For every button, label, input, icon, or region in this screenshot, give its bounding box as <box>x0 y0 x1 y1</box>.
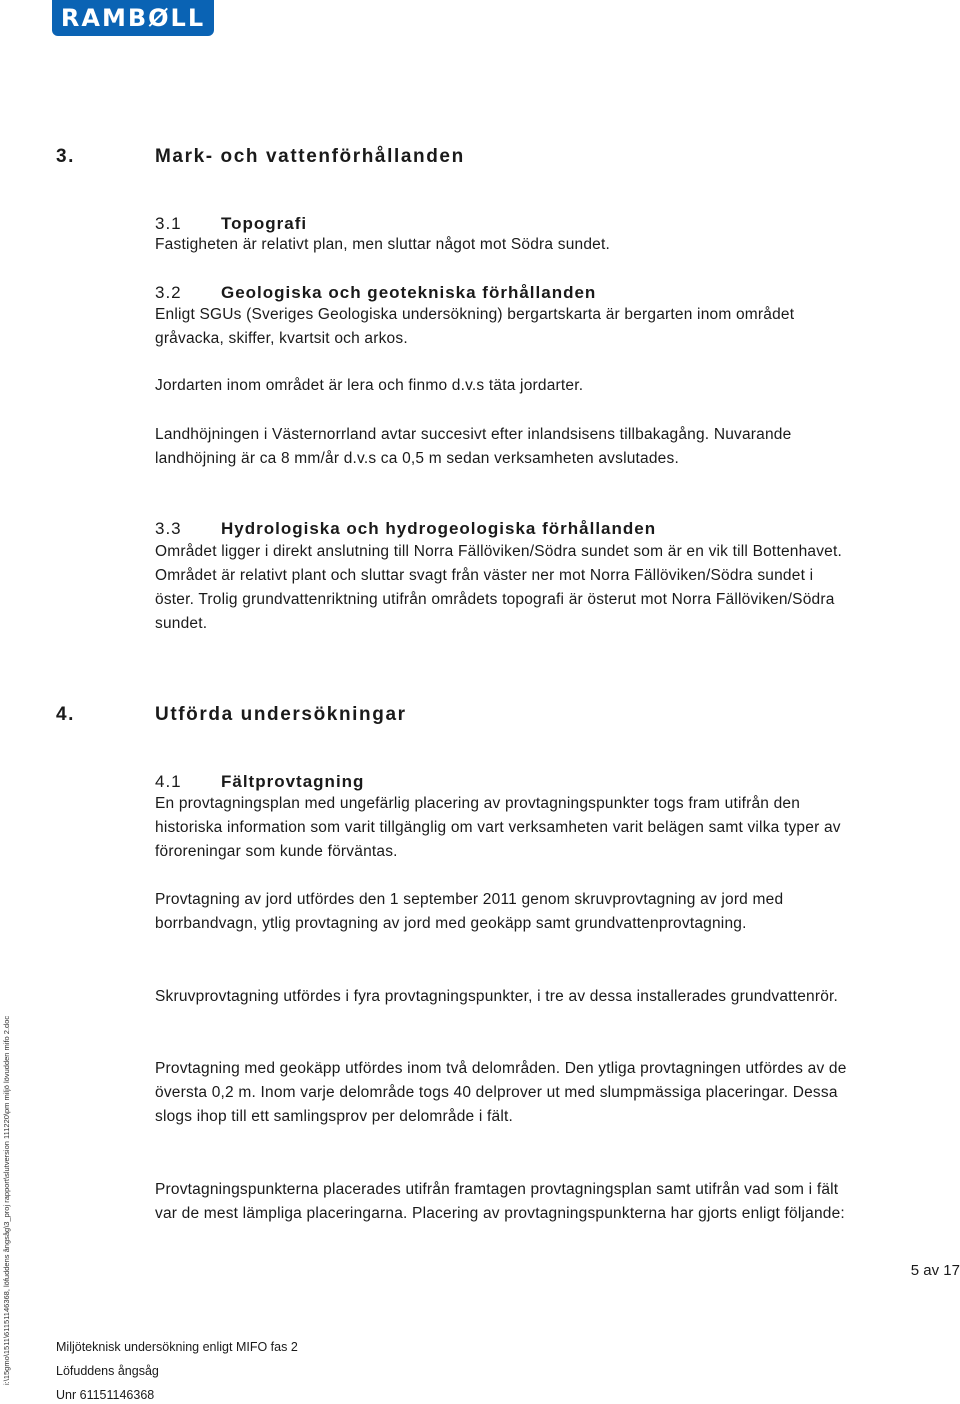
section-number: 3. <box>56 146 76 167</box>
page-number: 5 av 17 <box>910 1262 960 1279</box>
subsection-number: 3.1 <box>155 214 182 233</box>
paragraph: Provtagning med geokäpp utfördes inom två delområden. Den ytliga provtagningen utfördes av de översta 0,2 m. Inom varje delområde togs 40 delprover ut med slumpmässiga placeringar. Dessa slogs ihop till ett samlingsprov per delområde i fält. <box>155 1060 847 1125</box>
section-title: Mark- och vattenförhållanden <box>155 146 465 167</box>
document-path: i:\15gmo\1511\61151146368, löfuddens ångsåg\3_proj rapport\slutversion 111220\pm miljö lövudden mifo 2.doc <box>2 1015 11 1385</box>
paragraph: En provtagningsplan med ungefärlig placering av provtagningspunkter togs fram utifrån den historiska information som varit tillgänglig om vart verksamheten varit belägen samt vilka typer av föroreningar som kunde förväntas. <box>155 795 841 860</box>
footer-project-number: Unr 61151146368 <box>56 1388 155 1402</box>
paragraph: Området ligger i direkt anslutning till Norra Fällöviken/Södra sundet som är en vik till Bottenhavet. Området är relativt plant och sluttar svagt från väster ner mot Norra Fällöviken/Södra sundet i öster. Trolig grundvattenriktning utifrån områdets topografi är österut mot Norra Fällöviken/Södra sundet. <box>155 543 843 632</box>
subsection-number: 3.2 <box>155 283 182 302</box>
ramboll-logo: RAMBØLL <box>52 0 214 36</box>
paragraph: Provtagningspunkterna placerades utifrån framtagen provtagningsplan samt utifrån vad som i fält var de mest lämpliga placeringarna. Placering av provtagningspunkterna har gjorts enligt följande: <box>155 1181 845 1222</box>
paragraph: Provtagning av jord utfördes den 1 september 2011 genom skruvprovtagning av jord med borrbandvagn, ytlig provtagning av jord med geokäpp samt grundvattenprovtagning. <box>155 891 784 932</box>
subsection-title: Topografi <box>221 214 308 233</box>
paragraph: Fastigheten är relativt plan, men sluttar något mot Södra sundet. <box>155 236 610 253</box>
footer-site-name: Löfuddens ångsåg <box>56 1364 159 1378</box>
paragraph: Jordarten inom området är lera och finmo d.v.s täta jordarter. <box>155 377 584 394</box>
paragraph: Enligt SGUs (Sveriges Geologiska undersökning) bergartskarta är bergarten inom området gråvacka, skiffer, kvartsit och arkos. <box>155 306 795 347</box>
subsection-number: 3.3 <box>155 519 182 538</box>
subsection-number: 4.1 <box>155 772 182 791</box>
section-number: 4. <box>56 704 76 725</box>
footer-report-title: Miljöteknisk undersökning enligt MIFO fas 2 <box>56 1340 298 1354</box>
subsection-title: Geologiska och geotekniska förhållanden <box>221 283 597 302</box>
paragraph: Landhöjningen i Västernorrland avtar succesivt efter inlandsisens tillbakagång. Nuvarande landhöjning är ca 8 mm/år d.v.s ca 0,5 m sedan verksamheten avslutades. <box>155 426 792 467</box>
subsection-title: Fältprovtagning <box>221 772 365 791</box>
subsection-title: Hydrologiska och hydrogeologiska förhållanden <box>221 519 657 538</box>
paragraph: Skruvprovtagning utfördes i fyra provtagningspunkter, i tre av dessa installerades grundvattenrör. <box>155 988 839 1005</box>
section-title: Utförda undersökningar <box>155 704 407 725</box>
